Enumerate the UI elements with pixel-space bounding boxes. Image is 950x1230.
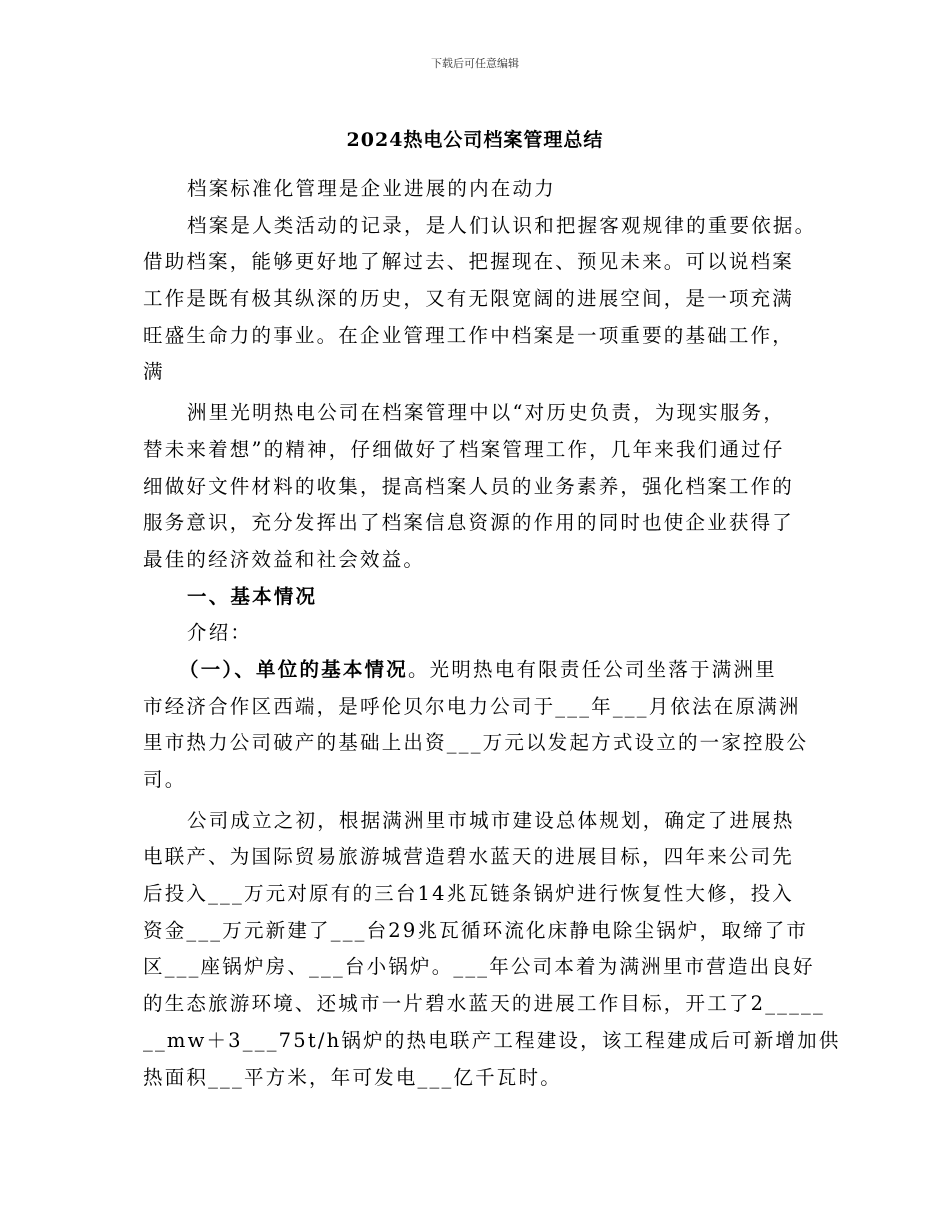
paragraph-line: 里市热力公司破产的基础上出资___万元以发起方式设立的一家控股公	[143, 731, 809, 755]
document-title: 2024热电公司档案管理总结	[346, 129, 604, 151]
section-heading: 一、基本情况	[187, 584, 318, 608]
paragraph-text: 。光明热电有限责任公司坐落于满洲里	[407, 657, 777, 681]
paragraph-line: 市经济合作区西端，是呼伦贝尔电力公司于___年___月依法在原满洲	[143, 694, 801, 718]
paragraph-line: 借助档案，能够更好地了解过去、把握现在、预见未来。可以说档案	[143, 250, 795, 274]
paragraph-line: 公司成立之初，根据满洲里市城市建设总体规划，确定了进展热	[187, 808, 795, 832]
paragraph-line: 档案标准化管理是企业进展的内在动力	[187, 177, 556, 200]
paragraph-line	[143, 652, 813, 689]
paragraph-line: 资金___万元新建了___台29兆瓦循环流化床静电除尘锅炉，取缔了市	[143, 918, 809, 942]
paragraph-line: 热面积___平方米，年可发电___亿千瓦时。	[143, 1065, 562, 1089]
subsection-heading: （一）、单位的基本情况	[179, 657, 408, 681]
paragraph-line: 服务意识，充分发挥出了档案信息资源的作用的同时也使企业获得了	[143, 511, 795, 535]
paragraph-line: 后投入___万元对原有的三台14兆瓦链条锅炉进行恢复性大修，投入	[143, 882, 794, 906]
paragraph-line: 区___座锅炉房、___台小锅炉。___年公司本着为满洲里市营造出良好	[143, 955, 815, 979]
page-header-note: 下载后可任意编辑	[431, 57, 519, 70]
paragraph-line: 洲里光明热电公司在档案管理中以“对历史负责，为现实服务，	[187, 401, 786, 425]
paragraph-line: 替未来着想”的精神，仔细做好了档案管理工作，几年来我们通过仔	[143, 437, 785, 461]
paragraph-line: 旺盛生命力的事业。在企业管理工作中档案是一项重要的基础工作，	[143, 323, 795, 347]
paragraph-line: 司。	[143, 768, 187, 791]
paragraph-line: 电联产、为国际贸易旅游城营造碧水蓝天的进展目标，四年来公司先	[143, 845, 795, 869]
paragraph-line: __mw＋3___75t/h锅炉的热电联产工程建设，该工程建成后可新增加供	[143, 1028, 841, 1052]
paragraph-line: 满	[143, 360, 165, 384]
paragraph-line: 档案是人类活动的记录，是人们认识和把握客观规律的重要依据。	[187, 213, 817, 237]
paragraph-line: 细做好文件材料的收集，提高档案人员的业务素养，强化档案工作的	[143, 474, 795, 498]
intro-label: 介绍：	[187, 621, 253, 645]
document-body	[143, 171, 841, 1096]
paragraph-line: 的生态旅游环境、还城市一片碧水蓝天的进展工作目标，开工了2_____	[143, 992, 825, 1016]
paragraph-line: 工作是既有极其纵深的历史，又有无限宽阔的进展空间，是一项充满	[143, 287, 795, 311]
paragraph-line: 最佳的经济效益和社会效益。	[143, 547, 426, 571]
